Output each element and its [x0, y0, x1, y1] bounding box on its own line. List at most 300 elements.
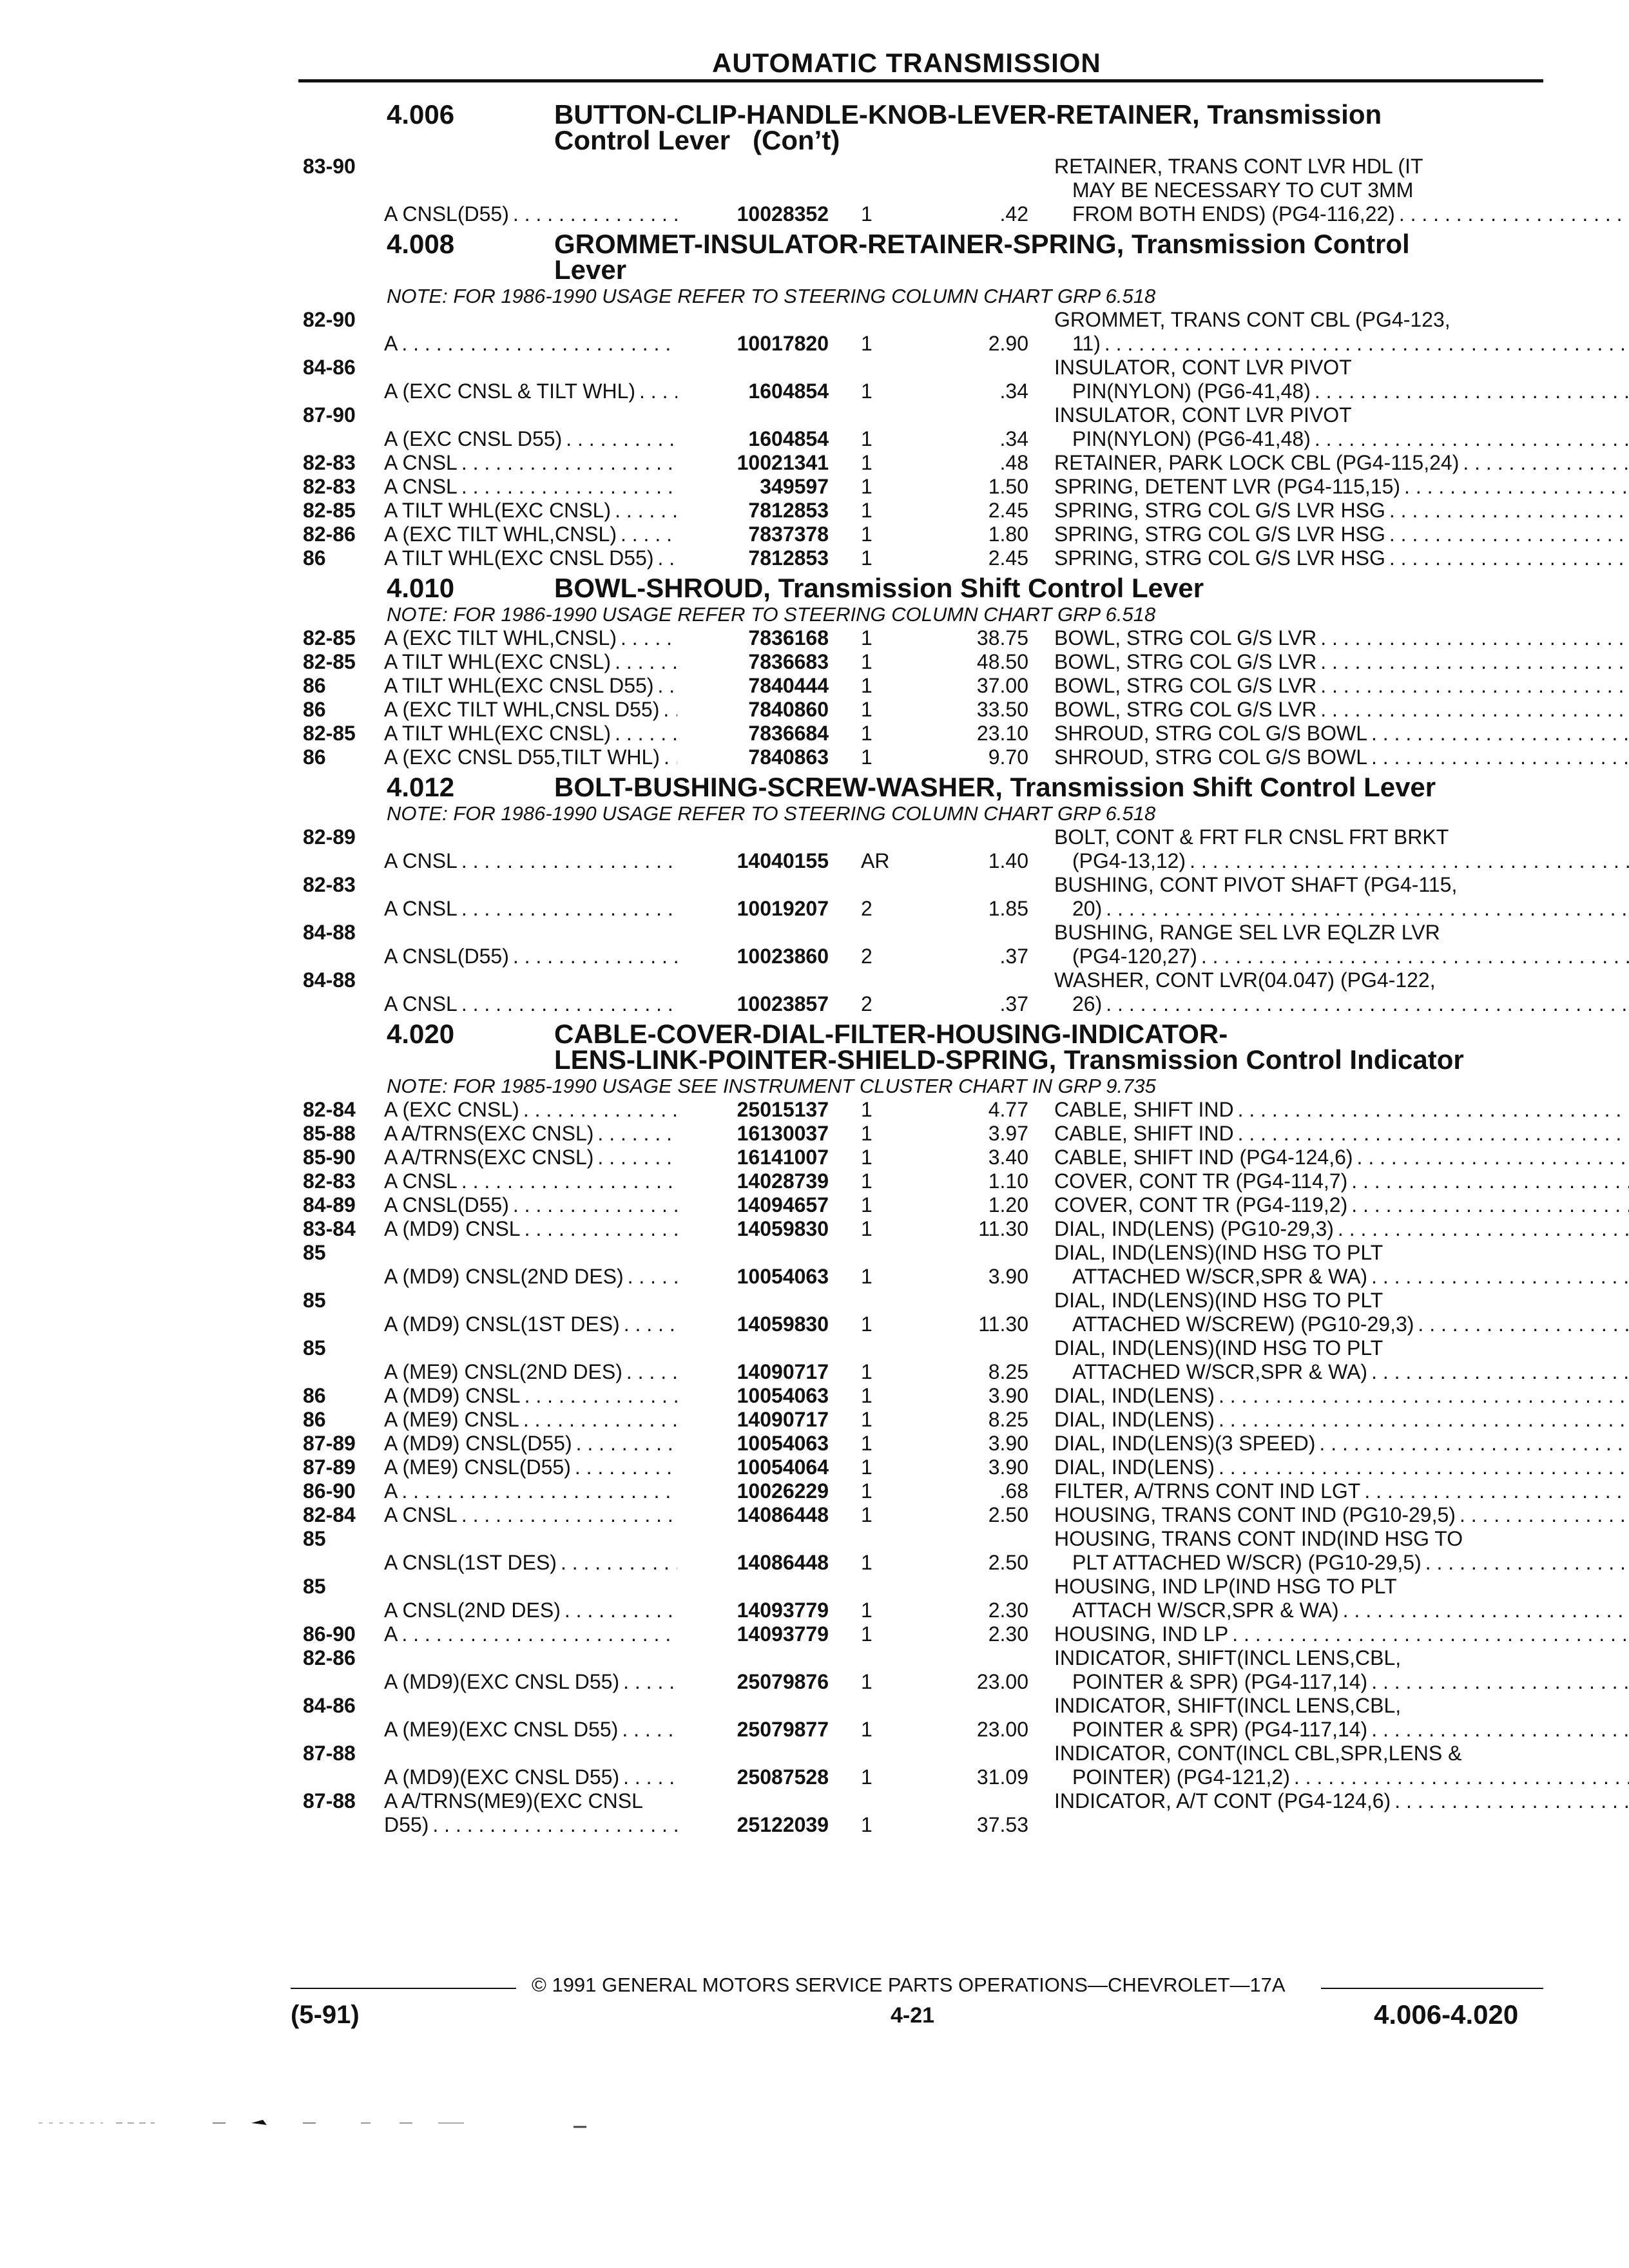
part-number: 10054064	[737, 1456, 829, 1479]
part-description	[1054, 1479, 1629, 1503]
group-title-line: CABLE-COVER-DIAL-FILTER-HOUSING-INDICATOR-	[554, 1019, 1228, 1049]
dot-leader	[1186, 849, 1629, 873]
part-number: 7837378	[748, 523, 829, 546]
parts-list	[303, 97, 1547, 1837]
dot-leader	[458, 849, 677, 873]
description-line	[1054, 1646, 1629, 1670]
quantity: 1	[861, 1456, 872, 1479]
application-text: A	[384, 1479, 398, 1503]
model-years: 87-88	[303, 1742, 356, 1765]
description-line	[1054, 698, 1629, 722]
list-price: 2.30	[988, 1599, 1028, 1622]
application-line	[384, 427, 677, 451]
list-price: 1.80	[988, 523, 1028, 546]
part-description	[1054, 1575, 1629, 1622]
group-title-line: Control Lever (Con’t)	[554, 125, 840, 155]
part-description	[1054, 1742, 1629, 1789]
application-text: A (MD9) CNSL(2ND DES)	[384, 1265, 624, 1288]
application	[384, 1479, 677, 1503]
group-number: 4.010	[387, 573, 455, 603]
description-text: PIN(NYLON) (PG6-41,48)	[1072, 427, 1311, 450]
usage-note: NOTE: FOR 1986-1990 USAGE REFER TO STEERING COLUMN CHART GRP 6.518	[387, 603, 1156, 626]
dot-leader	[458, 897, 677, 921]
application-line	[384, 1146, 677, 1169]
application-text: A CNSL(D55)	[384, 1193, 509, 1216]
dot-leader	[653, 674, 677, 698]
description-text: SPRING, DETENT LVR (PG4-115,15)	[1054, 475, 1401, 498]
list-price: .34	[999, 427, 1028, 450]
quantity: 1	[861, 674, 872, 697]
list-price: 33.50	[976, 698, 1028, 721]
dot-leader	[611, 499, 677, 523]
dot-leader	[458, 1503, 677, 1527]
dot-leader	[509, 945, 677, 968]
application-text: A (ME9)(EXC CNSL D55)	[384, 1718, 619, 1741]
list-price: 3.40	[988, 1146, 1028, 1169]
part-number: 14093779	[737, 1599, 829, 1622]
description-text: INSULATOR, CONT LVR PIVOT	[1054, 403, 1352, 427]
application	[384, 1122, 677, 1146]
application	[384, 155, 677, 226]
part-number: 7836683	[748, 650, 829, 673]
list-price: 9.70	[988, 745, 1028, 769]
application-line	[384, 1670, 677, 1694]
application-text: A (EXC TILT WHL,CNSL)	[384, 523, 617, 546]
list-price: .42	[999, 202, 1028, 226]
description-text: CABLE, SHIFT IND	[1054, 1122, 1234, 1145]
application-text: A CNSL(1ST DES)	[384, 1551, 557, 1574]
description-text: BOWL, STRG COL G/S LVR	[1054, 674, 1317, 697]
application-text: A TILT WHL(EXC CNSL)	[384, 499, 612, 522]
dot-leader	[521, 1217, 677, 1241]
list-price: 2.50	[988, 1551, 1028, 1574]
description-line	[1054, 308, 1629, 332]
application-line	[384, 1098, 677, 1122]
part-row	[303, 155, 1547, 226]
application-line	[384, 475, 677, 499]
list-price: 31.09	[976, 1765, 1028, 1789]
description-line	[1054, 1217, 1629, 1241]
part-row	[303, 825, 1547, 873]
dot-leader	[611, 722, 677, 745]
group-heading	[303, 231, 1547, 283]
dot-leader	[458, 992, 677, 1016]
description-line	[1054, 1408, 1629, 1432]
part-description	[1054, 698, 1629, 722]
application-line	[384, 1789, 677, 1813]
description-text: BOWL, STRG COL G/S LVR	[1054, 698, 1317, 721]
part-description	[1054, 825, 1629, 873]
list-price: 2.90	[988, 332, 1028, 355]
description-line	[1054, 380, 1629, 403]
dot-leader	[1197, 945, 1629, 968]
part-number: 10054063	[737, 1265, 829, 1288]
application	[384, 745, 677, 769]
application	[384, 356, 677, 403]
application	[384, 1694, 677, 1742]
description-text: HOUSING, TRANS CONT IND (PG10-29,5)	[1054, 1503, 1456, 1526]
quantity: 1	[861, 202, 872, 226]
dot-leader	[1367, 745, 1629, 769]
description-line	[1054, 356, 1629, 380]
quantity: 1	[861, 332, 872, 355]
part-row	[303, 674, 1547, 698]
application-line	[384, 332, 677, 356]
application-line	[384, 1360, 677, 1384]
description-text: GROMMET, TRANS CONT CBL (PG4-123,	[1054, 308, 1451, 331]
application	[384, 1289, 677, 1336]
description-line	[1054, 332, 1629, 356]
part-number: 14090717	[737, 1408, 829, 1431]
group-heading	[303, 99, 1547, 155]
quantity: 1	[861, 1503, 872, 1526]
list-price: 3.90	[988, 1384, 1028, 1407]
part-number: 14059830	[737, 1217, 829, 1240]
group-title-line: BOWL-SHROUD, Transmission Shift Control Lever	[554, 573, 1204, 603]
part-number: 10021341	[737, 451, 829, 474]
application-text: A A/TRNS(EXC CNSL)	[384, 1122, 594, 1145]
dot-leader	[1290, 1765, 1629, 1789]
list-price: 37.00	[976, 674, 1028, 697]
dot-leader	[1367, 722, 1629, 745]
application	[384, 650, 677, 674]
application-text: A (EXC CNSL)	[384, 1098, 519, 1121]
part-number: 7836168	[748, 626, 829, 649]
part-row	[303, 650, 1547, 674]
part-description	[1054, 722, 1629, 745]
dot-leader	[557, 1551, 677, 1575]
application-line	[384, 523, 677, 546]
parts-group	[303, 231, 1547, 570]
dot-leader	[398, 332, 677, 356]
application-line	[384, 1765, 677, 1789]
description-line	[1054, 873, 1629, 897]
part-description	[1054, 546, 1629, 570]
description-line	[1054, 1479, 1629, 1503]
quantity: 1	[861, 523, 872, 546]
quantity: 1	[861, 1122, 872, 1145]
list-price: 3.97	[988, 1122, 1028, 1145]
part-number: 14086448	[737, 1503, 829, 1526]
description-line	[1054, 523, 1629, 546]
quantity: 1	[861, 1169, 872, 1193]
part-row	[303, 1217, 1547, 1241]
part-number: 10023857	[737, 992, 829, 1015]
application-text: A (ME9) CNSL	[384, 1408, 519, 1431]
part-row	[303, 626, 1547, 650]
part-row	[303, 1146, 1547, 1169]
application-text: D55)	[384, 1813, 429, 1836]
model-years: 82-86	[303, 1646, 356, 1669]
part-row	[303, 451, 1547, 475]
part-number: 14093779	[737, 1622, 829, 1646]
group-title-line: LENS-LINK-POINTER-SHIELD-SPRING, Transmission Control Indicator	[554, 1044, 1464, 1075]
quantity: 1	[861, 1599, 872, 1622]
part-number: 7840444	[748, 674, 829, 697]
description-line	[1054, 499, 1629, 523]
dot-leader	[611, 650, 677, 674]
list-price: 1.85	[988, 897, 1028, 920]
description-line	[1054, 968, 1629, 992]
list-price: 48.50	[976, 650, 1028, 673]
application-text: A A/TRNS(EXC CNSL)	[384, 1146, 594, 1169]
dot-leader	[572, 1432, 677, 1456]
part-description	[1054, 1527, 1629, 1575]
part-row	[303, 1789, 1547, 1837]
description-text: (PG4-13,12)	[1072, 849, 1186, 872]
dot-leader	[1215, 1456, 1629, 1479]
description-line	[1054, 1360, 1629, 1384]
part-description	[1054, 1289, 1629, 1336]
application-text: A (ME9) CNSL(D55)	[384, 1456, 571, 1479]
part-row	[303, 722, 1547, 745]
application	[384, 674, 677, 698]
part-description	[1054, 1217, 1629, 1241]
part-number: 14059830	[737, 1312, 829, 1336]
dot-leader	[521, 1384, 677, 1408]
description-line	[1054, 1122, 1629, 1146]
application	[384, 1742, 677, 1789]
list-price: 2.45	[988, 546, 1028, 570]
revision-date: (5-91)	[291, 2001, 360, 2029]
part-description	[1054, 650, 1629, 674]
part-description	[1054, 674, 1629, 698]
application-line	[384, 1384, 677, 1408]
part-number: 7840863	[748, 745, 829, 769]
description-line	[1054, 1265, 1629, 1289]
model-years: 82-83	[303, 475, 356, 498]
quantity: 1	[861, 1360, 872, 1383]
application-line	[384, 380, 677, 403]
quantity: 1	[861, 1193, 872, 1216]
application-line	[384, 1265, 677, 1289]
application	[384, 626, 677, 650]
description-line	[1054, 1622, 1629, 1646]
dot-leader	[1315, 1432, 1629, 1456]
group-range: 4.006-4.020	[1374, 1999, 1519, 2030]
part-number: 7840860	[748, 698, 829, 721]
application-text: A TILT WHL(EXC CNSL D55)	[384, 674, 654, 697]
quantity: 1	[861, 722, 872, 745]
description-text: PIN(NYLON) (PG6-41,48)	[1072, 380, 1311, 403]
application-text: A CNSL	[384, 451, 458, 474]
dot-leader	[593, 1122, 677, 1146]
model-years: 85	[303, 1241, 326, 1264]
list-price: 23.10	[976, 722, 1028, 745]
application	[384, 1622, 677, 1646]
description-line	[1054, 1765, 1629, 1789]
dot-leader	[1367, 1360, 1629, 1384]
application-text: A A/TRNS(ME9)(EXC CNSL	[384, 1789, 643, 1812]
description-text: RETAINER, PARK LOCK CBL (PG4-115,24)	[1054, 451, 1460, 474]
dot-leader	[1385, 523, 1629, 546]
list-price: 11.30	[978, 1217, 1028, 1240]
description-text: BOWL, STRG COL G/S LVR	[1054, 650, 1317, 673]
part-number: 7812853	[748, 546, 829, 570]
application-line	[384, 1622, 677, 1646]
part-row	[303, 1503, 1547, 1527]
group-number: 4.020	[387, 1019, 455, 1049]
description-text: INDICATOR, CONT(INCL CBL,SPR,LENS &	[1054, 1742, 1462, 1765]
application-line	[384, 202, 677, 226]
list-price: 2.45	[988, 499, 1028, 522]
part-number: 25015137	[737, 1098, 829, 1121]
description-line	[1054, 475, 1629, 499]
group-heading	[303, 774, 1547, 800]
list-price: 3.90	[988, 1265, 1028, 1288]
application	[384, 403, 677, 451]
application-text: A	[384, 1622, 398, 1646]
part-description	[1054, 1789, 1629, 1837]
dot-leader	[620, 1312, 677, 1336]
part-row	[303, 1622, 1547, 1646]
description-text: DIAL, IND(LENS)	[1054, 1456, 1215, 1479]
application-text: A (EXC CNSL D55,TILT WHL)	[384, 745, 660, 769]
list-price: 2.50	[988, 1503, 1028, 1526]
application-line	[384, 722, 677, 745]
header-rule	[298, 79, 1543, 82]
part-number: 10054063	[737, 1432, 829, 1455]
dot-leader	[562, 427, 677, 451]
description-line	[1054, 427, 1629, 451]
description-line	[1054, 1098, 1629, 1122]
part-row	[303, 1289, 1547, 1336]
dot-leader	[1385, 546, 1629, 570]
part-number: 16141007	[737, 1146, 829, 1169]
model-years: 84-89	[303, 1193, 356, 1216]
application-line	[384, 849, 677, 873]
application-line	[384, 1479, 677, 1503]
description-line	[1054, 650, 1629, 674]
dot-leader	[398, 1622, 677, 1646]
description-line	[1054, 825, 1629, 849]
dot-leader	[622, 1360, 677, 1384]
application	[384, 1527, 677, 1575]
part-row	[303, 1408, 1547, 1432]
quantity: 1	[861, 1670, 872, 1693]
dot-leader	[1102, 897, 1629, 921]
part-description	[1054, 356, 1629, 403]
dot-leader	[519, 1098, 677, 1122]
description-text: INDICATOR, A/T CONT (PG4-124,6)	[1054, 1789, 1391, 1812]
group-title-line: BUTTON-CLIP-HANDLE-KNOB-LEVER-RETAINER, Transmission	[554, 99, 1382, 130]
application	[384, 1575, 677, 1622]
part-description	[1054, 626, 1629, 650]
model-years: 87-89	[303, 1456, 356, 1479]
part-row	[303, 873, 1547, 921]
application	[384, 308, 677, 356]
description-line	[1054, 1503, 1629, 1527]
group-title	[554, 231, 1547, 283]
description-text: SPRING, STRG COL G/S LVR HSG	[1054, 546, 1385, 570]
description-text: SHROUD, STRG COL G/S BOWL	[1054, 745, 1367, 769]
part-description	[1054, 1241, 1629, 1289]
part-row	[303, 356, 1547, 403]
part-row	[303, 403, 1547, 451]
list-price: 3.90	[988, 1456, 1028, 1479]
dot-leader	[509, 202, 677, 226]
description-line	[1054, 1456, 1629, 1479]
application	[384, 523, 677, 546]
application-line	[384, 451, 677, 475]
description-line	[1054, 1169, 1629, 1193]
part-row	[303, 475, 1547, 499]
dot-leader	[1391, 1789, 1629, 1813]
description-text: BUSHING, CONT PIVOT SHAFT (PG4-115,	[1054, 873, 1458, 896]
quantity: 1	[861, 546, 872, 570]
model-years: 87-90	[303, 403, 356, 427]
application-line	[384, 1456, 677, 1479]
part-description	[1054, 921, 1629, 968]
model-years: 86-90	[303, 1479, 356, 1503]
dot-leader	[635, 380, 677, 403]
copyright-notice: © 1991 GENERAL MOTORS SERVICE PARTS OPERATIONS—CHEVROLET—17A	[532, 1974, 1286, 1996]
application-text: A (MD9) CNSL	[384, 1217, 521, 1240]
quantity: 1	[861, 380, 872, 403]
model-years: 82-85	[303, 499, 356, 522]
part-description	[1054, 1646, 1629, 1694]
dot-leader	[659, 698, 677, 722]
dot-leader	[1234, 1122, 1629, 1146]
description-text: ATTACH W/SCR,SPR & WA)	[1072, 1599, 1339, 1622]
dot-leader	[519, 1408, 677, 1432]
description-text: DIAL, IND(LENS)(3 SPEED)	[1054, 1432, 1316, 1455]
dot-leader	[1456, 1503, 1629, 1527]
application-text: A CNSL	[384, 849, 458, 872]
quantity: AR	[861, 849, 890, 872]
model-years: 82-85	[303, 626, 356, 649]
part-row	[303, 1742, 1547, 1789]
description-line	[1054, 1718, 1629, 1742]
application-line	[384, 1217, 677, 1241]
application-text: A	[384, 332, 398, 355]
list-price: 37.53	[976, 1813, 1028, 1836]
dot-leader	[1316, 674, 1629, 698]
dot-leader	[1360, 1479, 1629, 1503]
model-years: 86	[303, 546, 326, 570]
application	[384, 1789, 677, 1837]
group-title	[554, 99, 1547, 155]
part-row	[303, 1241, 1547, 1289]
description-text: HOUSING, IND LP(IND HSG TO PLT	[1054, 1575, 1397, 1598]
part-row	[303, 968, 1547, 1016]
dot-leader	[1234, 1098, 1629, 1122]
group-title-line: GROMMET-INSULATOR-RETAINER-SPRING, Transmission Control	[554, 229, 1410, 259]
model-years: 85-90	[303, 1146, 356, 1169]
application-line	[384, 1813, 677, 1837]
part-number: 14086448	[737, 1551, 829, 1574]
quantity: 1	[861, 1265, 872, 1288]
application-text: A TILT WHL(EXC CNSL)	[384, 722, 612, 745]
list-price: 38.75	[976, 626, 1028, 649]
dot-leader	[1395, 202, 1629, 226]
part-number: 14094657	[737, 1193, 829, 1216]
dot-leader	[1400, 475, 1629, 499]
part-number: 7812853	[748, 499, 829, 522]
group-heading	[303, 1021, 1547, 1073]
description-line	[1054, 897, 1629, 921]
application	[384, 1217, 677, 1241]
part-row	[303, 1122, 1547, 1146]
application-line	[384, 698, 677, 722]
group-title	[554, 1021, 1547, 1073]
description-text: DIAL, IND(LENS) (PG10-29,3)	[1054, 1217, 1334, 1240]
application-line	[384, 992, 677, 1016]
part-number: 7836684	[748, 722, 829, 745]
application	[384, 1241, 677, 1289]
description-text: INDICATOR, SHIFT(INCL LENS,CBL,	[1054, 1646, 1402, 1669]
description-text: POINTER) (PG4-121,2)	[1072, 1765, 1290, 1789]
